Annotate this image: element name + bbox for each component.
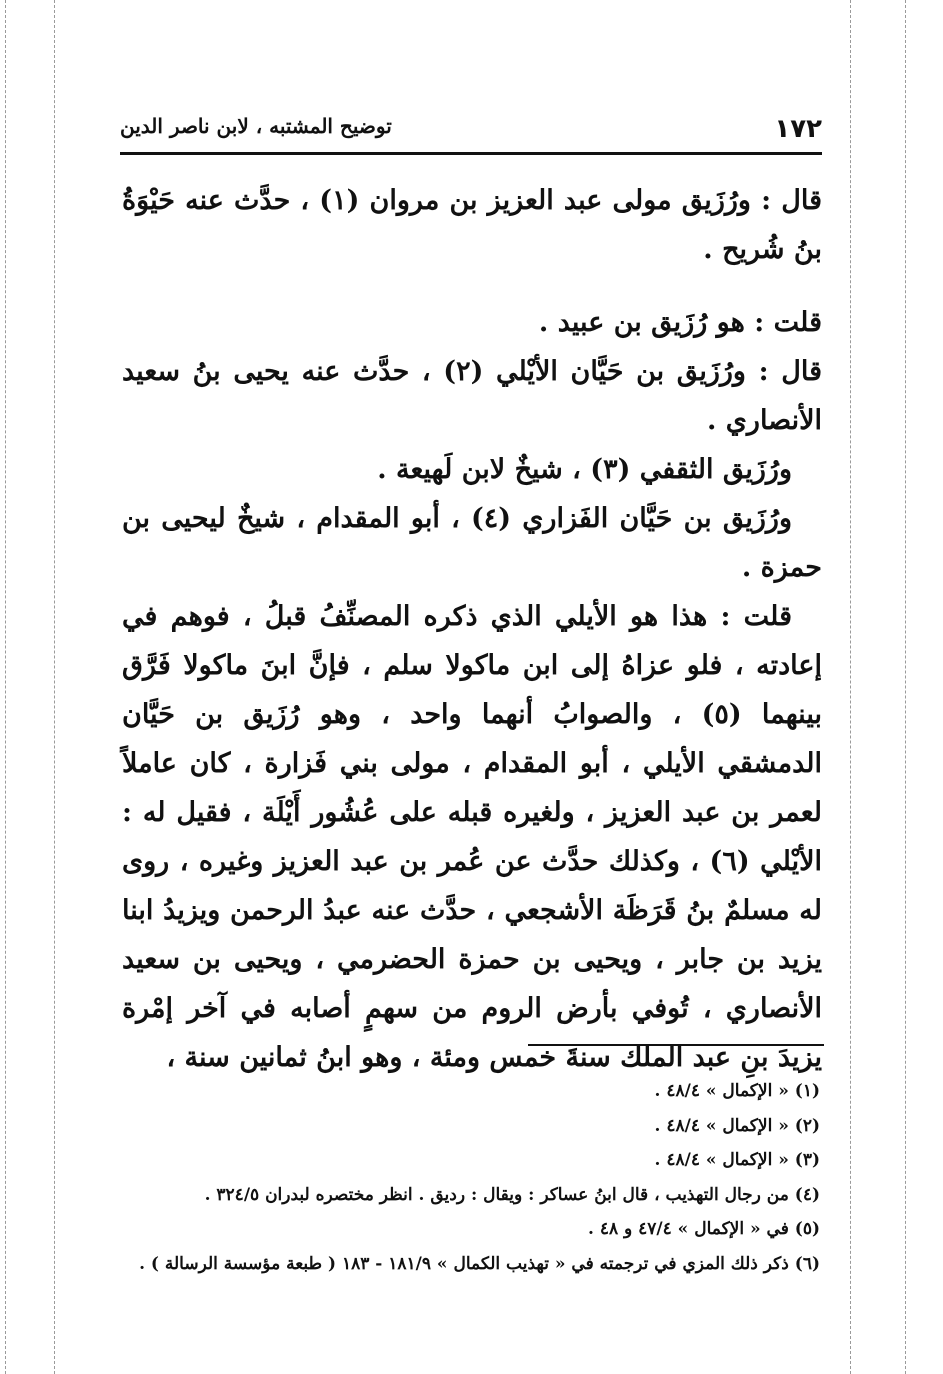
paragraph: ورُزَيق بن حَيَّان الفَزاري (٤) ، أبو المقدام ، شيخٌ ليحيى بن حمزة . — [122, 503, 822, 583]
footnotes — [128, 1074, 820, 1281]
footnote-separator — [528, 1044, 824, 1046]
footnote: (٤) من رجال التهذيب ، قال ابنُ عساكر : ويقال : رديق . انظر مختصره لبدران ٣٢٤/٥ . — [204, 1184, 820, 1205]
scan-guide-line — [5, 0, 6, 1374]
paragraph: ورُزَيق الثقفي (٣) ، شيخٌ لابن لَهيعة . — [377, 454, 792, 485]
scan-guide-line — [850, 0, 851, 1374]
footnote: (٢) « الإكمال » ٤٨/٤ . — [654, 1115, 820, 1136]
page-number: ١٧٢ — [774, 114, 822, 144]
scan-guide-line — [905, 0, 906, 1374]
footnote: (٥) في « الإكمال » ٤٧/٤ و ٤٨ . — [587, 1219, 820, 1239]
page-header — [120, 108, 822, 155]
footnote: (١) « الإكمال » ٤٨/٤ . — [654, 1081, 820, 1101]
paragraph: قلت : هذا هو الأيلي الذي ذكره المصنِّفُ قبلُ ، فوهم في إعادته ، فلو عزاهُ إلى ابن ماكولا سلم ، فإنَّ ابنَ ماكولا فَرَّق بينهما (٥) ، والصوابُ أنهما واحد ، وهو رُزَيق بن حَيَّان الدمشقي الأيلي ، أبو المقدام ، مولى بني فَزارة ، كان عاملاً لعمر بن عبد العزيز ، ولغيره قبله على عُشُور أَيْلَة ، فقيل له : الأيْلي (٦) ، وكذلك حدَّث عن عُمر بن عبد العزيز وغيره ، روى له مسلمٌ بنُ قَرَظَة الأشجعي ، حدَّث عنه عبدُ الرحمن ويزيدُ ابنا يزيد بن جابر ، ويحيى بن حمزة الحضرمي ، ويحيى بن سعيد الأنصاري ، تُوفي بأرض الروم من سهمٍ أصابه في آخر إمْرة يزيدَ بنِ عبد الملك سنةَ خمس ومئة ، وهو ابنُ ثمانين سنة ، — [122, 601, 822, 1073]
paragraph: قال : ورُزَيق بن حَيَّان الأيْلي (٢) ، حدَّث عنه يحيى بنُ سعيد الأنصاري . — [122, 356, 822, 436]
running-title: توضيح المشتبه ، لابن ناصر الدين — [120, 114, 392, 138]
scan-guide-line — [54, 0, 55, 1374]
paragraph: قلت : هو رُزَيق بن عبيد . — [538, 307, 822, 338]
footnote: (٦) ذكر ذلك المزي في ترجمته في « تهذيب الكمال » ١٨١/٩ - ١٨٣ ( طبعة مؤسسة الرسالة ) . — [139, 1253, 820, 1274]
main-text — [122, 176, 822, 1082]
paragraph: قال : ورُزَيق مولى عبد العزيز بن مروان (١) ، حدَّث عنه حَيْوَةُ بنُ شُريح . — [122, 185, 822, 265]
footnote: (٣) « الإكمال » ٤٨/٤ . — [654, 1150, 820, 1170]
